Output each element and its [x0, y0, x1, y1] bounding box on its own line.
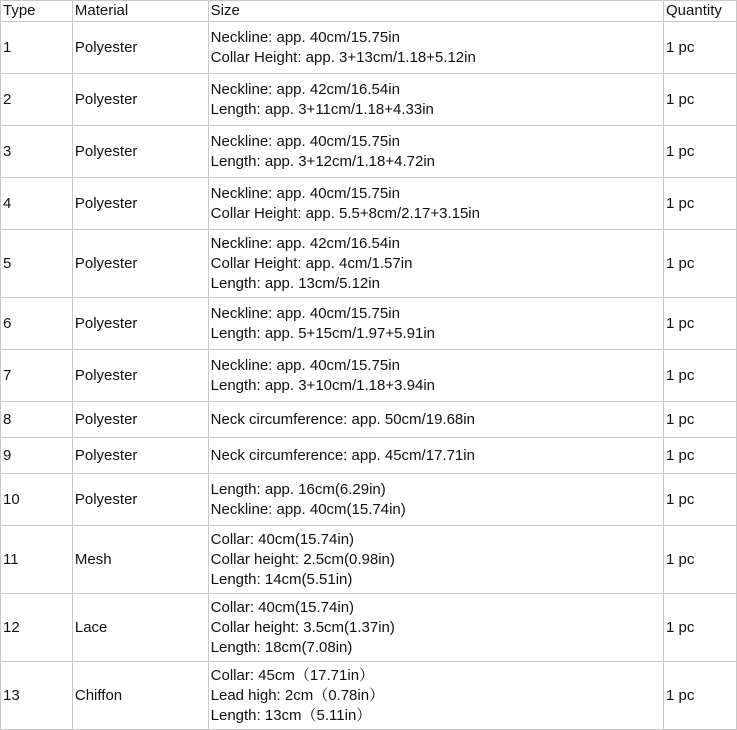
table-row: [1, 594, 737, 662]
cell-type: 11: [1, 526, 73, 594]
cell-quantity: 1 pc: [664, 178, 737, 230]
table-row: [1, 350, 737, 402]
cell-material: Polyester: [72, 438, 208, 474]
cell-quantity: 1 pc: [664, 438, 737, 474]
cell-type: 3: [1, 126, 73, 178]
cell-type: 13: [1, 662, 73, 730]
size-line: Neckline: app. 40cm/15.75in: [210, 304, 400, 322]
table-row: [1, 74, 737, 126]
cell-material: Polyester: [72, 402, 208, 438]
header-material: Material: [72, 1, 208, 22]
cell-material: Polyester: [72, 350, 208, 402]
size-line: Collar Height: app. 4cm/1.57in: [210, 254, 413, 272]
size-line: Length: app. 3+12cm/1.18+4.72in: [210, 152, 435, 170]
table-row: [1, 662, 737, 730]
cell-quantity: 1 pc: [664, 74, 737, 126]
cell-material: Polyester: [72, 22, 208, 74]
cell-size: [208, 230, 663, 298]
size-line: Neckline: app. 40cm(15.74in): [210, 500, 406, 518]
cell-size: [208, 298, 663, 350]
size-line: Collar Height: app. 3+13cm/1.18+5.12in: [210, 48, 476, 66]
table-row: [1, 438, 737, 474]
cell-material: Polyester: [72, 178, 208, 230]
size-line: Neckline: app. 40cm/15.75in: [210, 184, 400, 202]
cell-quantity: 1 pc: [664, 230, 737, 298]
header-type: Type: [1, 1, 73, 22]
size-line: Neckline: app. 42cm/16.54in: [210, 234, 400, 252]
cell-type: 2: [1, 74, 73, 126]
cell-material: Polyester: [72, 474, 208, 526]
table-row: [1, 126, 737, 178]
size-line: Length: app. 5+15cm/1.97+5.91in: [210, 324, 435, 342]
size-line: Neckline: app. 40cm/15.75in: [210, 356, 400, 374]
size-line: Length: 14cm(5.51in): [210, 570, 353, 588]
table-row: [1, 22, 737, 74]
size-line: Neck circumference: app. 45cm/17.71in: [210, 446, 475, 464]
size-line: Lead high: 2cm（0.78in）: [210, 686, 385, 704]
size-line: Collar height: 2.5cm(0.98in): [210, 550, 395, 568]
size-line: Collar Height: app. 5.5+8cm/2.17+3.15in: [210, 204, 480, 222]
cell-type: 9: [1, 438, 73, 474]
cell-quantity: 1 pc: [664, 662, 737, 730]
cell-type: 8: [1, 402, 73, 438]
table-row: [1, 178, 737, 230]
cell-material: Polyester: [72, 74, 208, 126]
cell-size: [208, 526, 663, 594]
cell-type: 7: [1, 350, 73, 402]
cell-quantity: 1 pc: [664, 474, 737, 526]
table-row: [1, 526, 737, 594]
cell-size: [208, 402, 663, 438]
cell-material: Chiffon: [72, 662, 208, 730]
size-line: Length: app. 16cm(6.29in): [210, 480, 386, 498]
size-line: Length: app. 13cm/5.12in: [210, 274, 380, 292]
cell-size: [208, 74, 663, 126]
cell-type: 1: [1, 22, 73, 74]
size-line: Length: app. 3+11cm/1.18+4.33in: [210, 100, 434, 118]
cell-quantity: 1 pc: [664, 594, 737, 662]
table-row: [1, 298, 737, 350]
cell-size: [208, 22, 663, 74]
size-line: Neckline: app. 42cm/16.54in: [210, 80, 400, 98]
cell-quantity: 1 pc: [664, 402, 737, 438]
table-row: [1, 230, 737, 298]
size-line: Length: 13cm（5.11in）: [210, 706, 372, 724]
cell-quantity: 1 pc: [664, 126, 737, 178]
cell-size: [208, 474, 663, 526]
cell-size: [208, 178, 663, 230]
cell-quantity: 1 pc: [664, 298, 737, 350]
size-line: Neck circumference: app. 50cm/19.68in: [210, 410, 475, 428]
cell-size: [208, 594, 663, 662]
size-line: Collar: 45cm（17.71in）: [210, 666, 375, 684]
cell-material: Polyester: [72, 298, 208, 350]
table-row: [1, 474, 737, 526]
header-size: Size: [208, 1, 663, 22]
cell-material: Polyester: [72, 230, 208, 298]
cell-type: 10: [1, 474, 73, 526]
cell-quantity: 1 pc: [664, 526, 737, 594]
size-line: Length: 18cm(7.08in): [210, 638, 353, 656]
cell-size: [208, 350, 663, 402]
cell-size: [208, 438, 663, 474]
cell-type: 4: [1, 178, 73, 230]
size-line: Collar: 40cm(15.74in): [210, 530, 355, 548]
cell-quantity: 1 pc: [664, 350, 737, 402]
table-row: [1, 402, 737, 438]
size-line: Collar height: 3.5cm(1.37in): [210, 618, 395, 636]
size-line: Length: app. 3+10cm/1.18+3.94in: [210, 376, 435, 394]
cell-material: Lace: [72, 594, 208, 662]
cell-size: [208, 662, 663, 730]
cell-material: Polyester: [72, 126, 208, 178]
cell-type: 12: [1, 594, 73, 662]
header-row: [1, 1, 737, 22]
size-line: Neckline: app. 40cm/15.75in: [210, 132, 400, 150]
cell-material: Mesh: [72, 526, 208, 594]
size-line: Collar: 40cm(15.74in): [210, 598, 355, 616]
cell-size: [208, 126, 663, 178]
cell-quantity: 1 pc: [664, 22, 737, 74]
cell-type: 5: [1, 230, 73, 298]
size-line: Neckline: app. 40cm/15.75in: [210, 28, 400, 46]
cell-type: 6: [1, 298, 73, 350]
header-quantity: Quantity: [664, 1, 737, 22]
